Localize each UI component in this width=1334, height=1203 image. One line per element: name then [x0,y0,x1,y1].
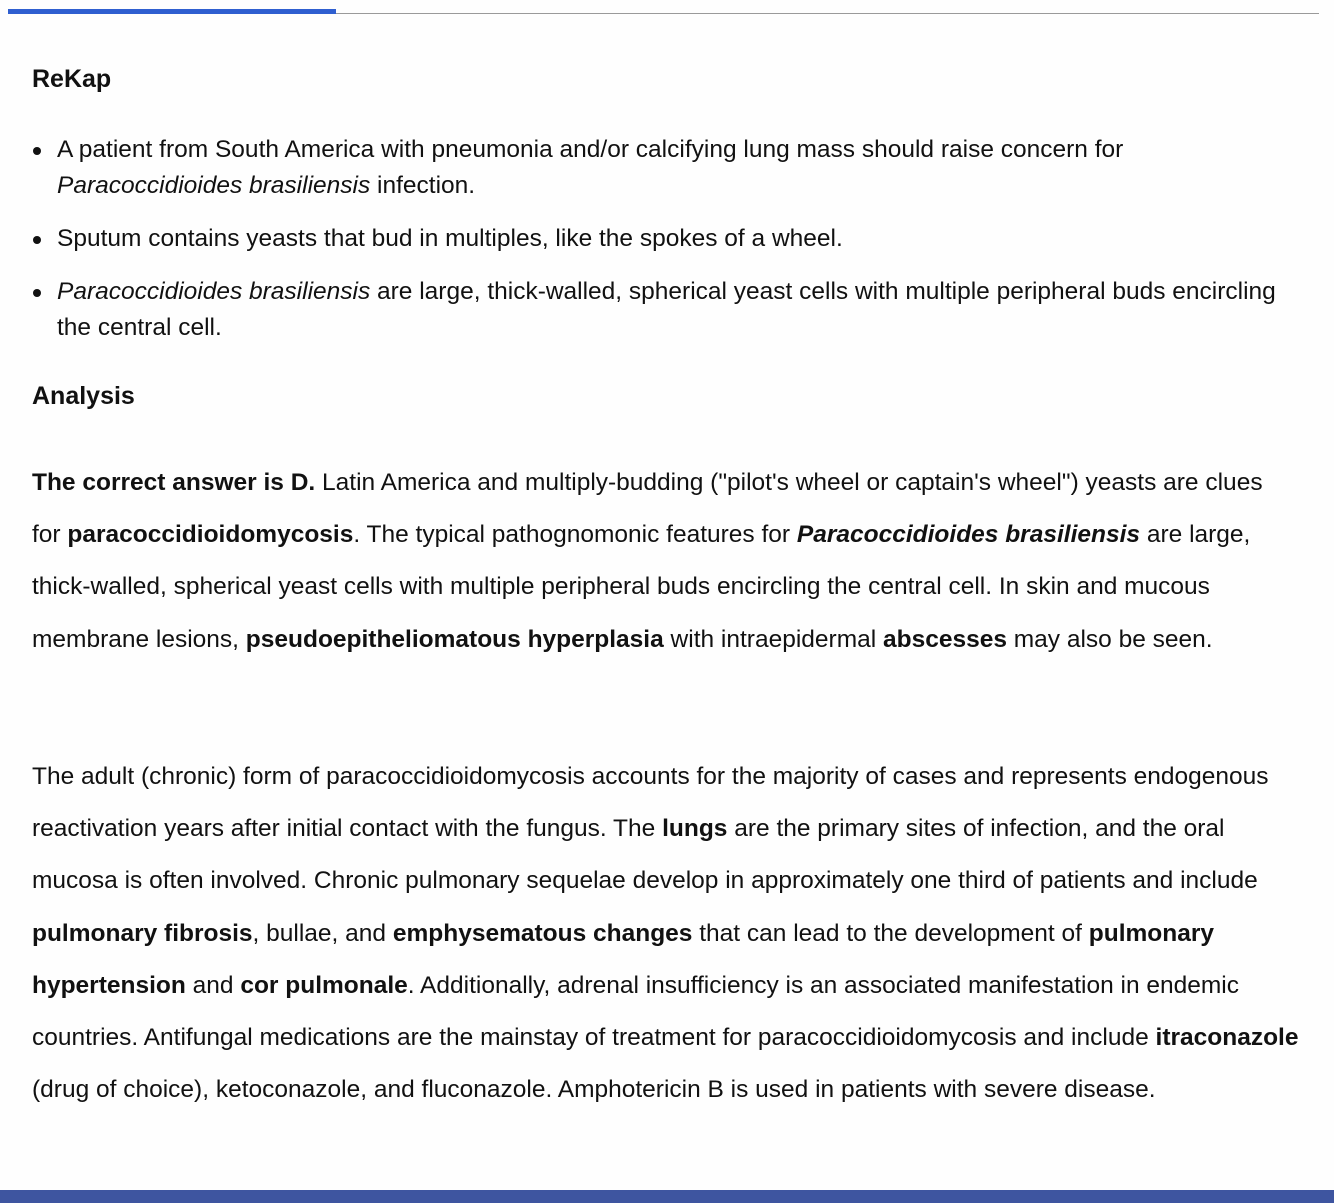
paragraph-text: The adult (chronic) form of paracoccidioidomycosis accounts for the majority of cases and represents endogenous reactivation years after initial contact with the fungus. The [32,763,1269,843]
key-term: abscesses [882,625,1007,653]
key-term-organism [797,521,1140,548]
rekap-heading: ReKap [32,65,112,93]
rekap-item-text: infection. [370,172,476,199]
paragraph-text: and [185,971,241,999]
paragraph-text: with intraepidermal [663,625,883,653]
bottom-toolbar [0,1190,1334,1203]
paragraph-text: . The typical pathognomonic features for [353,521,797,549]
key-term: pulmonary hypertension [32,919,1215,999]
rekap-item-text: Sputum contains yeasts that bud in multiples, like the spokes of a wheel. [57,225,843,252]
correct-answer-statement: The correct answer is D. [32,469,316,496]
analysis-paragraph [32,457,1294,666]
organism-name: Paracoccidioides brasiliensis [57,278,371,305]
key-term: pseudoepitheliomatous hyperplasia [245,625,664,653]
paragraph-text: are large, thick-walled, spherical yeast cells with multiple peripheral buds encircling the central cell. In skin and mucous membrane lesions, [32,521,1251,653]
paragraph-text: , bullae, and [252,919,393,947]
key-term: lungs [662,815,728,843]
progress-fill [8,9,336,14]
key-term: emphysematous changes [392,919,693,947]
paragraph-text: . Additionally, adrenal insufficiency is an associated manifestation in endemic countries. Antifungal medications are the mainstay of treatment for paracoccidioidomycosis and include [32,971,1240,1052]
organism-name: Paracoccidioides brasiliensis [57,172,371,199]
rekap-item [32,221,1292,257]
rekap-item [32,274,1292,346]
analysis-paragraph [32,751,1307,1116]
paragraph-text: (drug of choice), ketoconazole, and fluconazole. Amphotericin B is used in patients with severe disease. [32,1076,1156,1104]
key-term: paracoccidioidomycosis [67,521,354,549]
rekap-item-text: are large, thick-walled, spherical yeast cells with multiple peripheral buds encircling the central cell. [57,278,1276,341]
rekap-list [32,132,1292,363]
paragraph-text: may also be seen. [1006,625,1213,653]
paragraph-text: that can lead to the development of [692,919,1089,947]
organism-name: Paracoccidioides brasiliensis [796,521,1141,549]
key-term: cor pulmonale [240,971,408,999]
key-term: itraconazole [1155,1024,1299,1052]
rekap-item-text: A patient from South America with pneumonia and/or calcifying lung mass should raise concern for [57,136,1124,163]
progress-bar [8,9,1319,15]
rekap-item [32,132,1292,204]
paragraph-text: are the primary sites of infection, and the oral mucosa is often involved. Chronic pulmonary sequelae develop in approximately one third of patients and include [32,815,1258,895]
analysis-heading: Analysis [32,382,135,410]
key-term: pulmonary fibrosis [32,919,253,947]
paragraph-text: Latin America and multiply-budding ("pilot's wheel or captain's wheel") yeasts are clues for [32,469,1263,549]
